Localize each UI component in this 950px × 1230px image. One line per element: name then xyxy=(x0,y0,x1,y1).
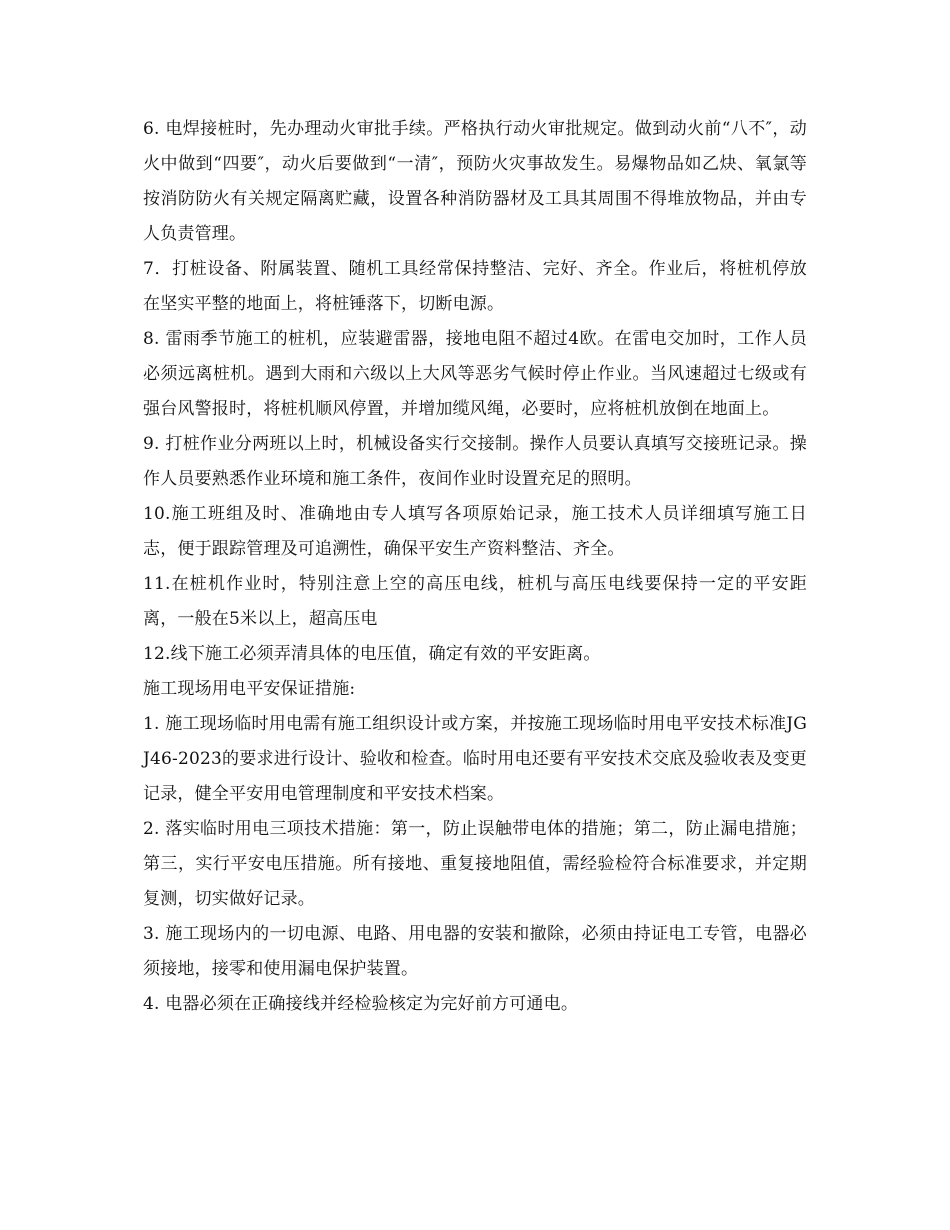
document-page xyxy=(143,112,807,1022)
paragraph-7-equipment: 7．打桩设备、附属装置、随机工具经常保持整洁、完好、齐全。作业后，将桩机停放在坚实平整的地面上，将桩锤落下，切断电源。 xyxy=(143,259,807,314)
paragraph-11-power-lines: 11.在桩机作业时，特别注意上空的高压电线，桩机与高压电线要保持一定的平安距离，一般在5米以上，超高压电 xyxy=(143,574,807,629)
paragraph-e3-installation: 3. 施工现场内的一切电源、电路、用电器的安装和撤除，必须由持证电工专管，电器必须接地，接零和使用漏电保护装置。 xyxy=(143,924,807,979)
paragraph-6-welding: 6. 电焊接桩时，先办理动火审批手续。严格执行动火审批规定。做到动火前“八不″，动火中做到“四要″，动火后要做到“一清″，预防火灾事故发生。易爆物品如乙炔、氧氯等按消防防火有关规定隔离贮藏，设置各种消防器材及工具其周围不得堆放物品，并由专人负责管理。 xyxy=(143,119,807,244)
section-heading-electrical-safety: 施工现场用电平安保证措施: xyxy=(143,679,356,699)
paragraph-10-records: 10.施工班组及时、准确地由专人填写各项原始记录，施工技术人员详细填写施工日志，便于跟踪管理及可追溯性，确保平安生产资料整洁、齐全。 xyxy=(143,504,807,559)
paragraph-e1-temporary-power: 1. 施工现场临时用电需有施工组织设计或方案，并按施工现场临时用电平安技术标准JGJ46-2023的要求进行设计、验收和检查。临时用电还要有平安技术交底及验收表及变更记录，健全平安用电管理制度和平安技术档案。 xyxy=(143,714,807,804)
paragraph-e2-technical-measures: 2. 落实临时用电三项技术措施：第一，防止误触带电体的措施；第二，防止漏电措施；第三，实行平安电压措施。所有接地、重复接地阻值，需经验检符合标准要求，并定期复测，切实做好记录。 xyxy=(143,819,807,909)
paragraph-e4-wiring-check: 4. 电器必须在正确接线并经检验核定为完好前方可通电。 xyxy=(143,994,579,1014)
paragraph-12-voltage: 12.线下施工必须弄清具体的电压值，确定有效的平安距离。 xyxy=(143,644,601,664)
paragraph-8-thunderstorm: 8. 雷雨季节施工的桩机，应装避雷器，接地电阻不超过4欧。在雷电交加时，工作人员必须远离桩机。遇到大雨和六级以上大风等恶劣气候时停止作业。当风速超过七级或有强台风警报时，将桩机顺风停置，并增加缆风绳，必要时，应将桩机放倒在地面上。 xyxy=(143,329,807,419)
paragraph-9-shifts: 9. 打桩作业分两班以上时，机械设备实行交接制。操作人员要认真填写交接班记录。操作人员要熟悉作业环境和施工条件，夜间作业时设置充足的照明。 xyxy=(143,434,807,489)
